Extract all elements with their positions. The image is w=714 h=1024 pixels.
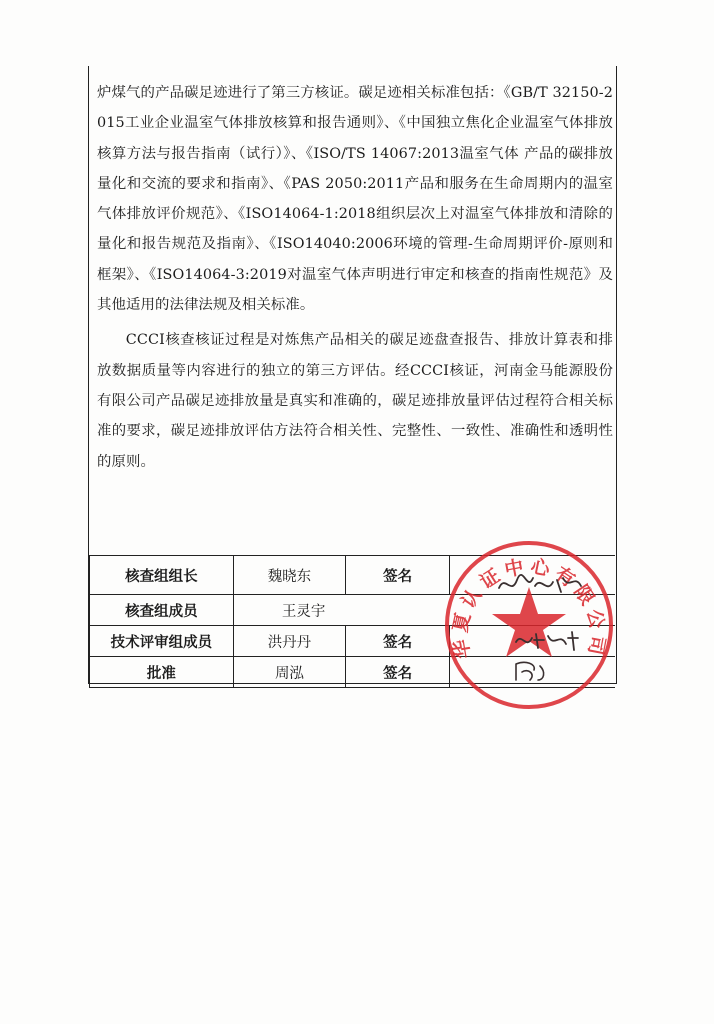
company-seal (441, 537, 617, 713)
role-cell: 批准 (90, 657, 234, 688)
paragraph-verification: CCCI核查核证过程是对炼焦产品相关的碳足迹盘查报告、排放计算表和排放数据质量等内容进行的独立的第三方评估。经CCCI核证，河南金马能源股份有限公司产品碳足迹排放量是真实和准确的，碳足迹排放量评估过程符合相关标准的要求，碳足迹排放评估方法符合相关性、完整性、一致性、准确性和透明性的原则。 (97, 332, 613, 470)
signature-scribble-2 (512, 628, 582, 654)
name-cell: 王灵宇 (233, 595, 615, 626)
signature-label: 签名 (346, 556, 450, 595)
signature-label: 签名 (346, 657, 450, 688)
signature-scribble-3 (510, 658, 550, 684)
body-text (97, 78, 613, 548)
role-cell: 核查组成员 (90, 595, 234, 626)
name-cell: 洪丹丹 (233, 626, 345, 657)
name-cell: 周泓 (233, 657, 345, 688)
svg-text:华夏认证中心有限公司: 华夏认证中心有限公司 (449, 555, 609, 662)
role-cell: 技术评审组成员 (90, 626, 234, 657)
role-cell: 核查组组长 (90, 556, 234, 595)
name-cell: 魏晓东 (233, 556, 345, 595)
signature-label: 签名 (346, 626, 450, 657)
paragraph-standards: 炉煤气的产品碳足迹进行了第三方核证。碳足迹相关标准包括：《GB/T 32150-2015工业企业温室气体排放核算和报告通则》、《中国独立焦化企业温室气体排放核算方法与报告指南（试行）》、《ISO/TS 14067:2013温室气体 产品的碳排放量化和交流的要求和指南》、《PAS 2050:2011产品和服务在生命周期内的温室气体排放评价规范》、《ISO14064-1:2018组织层次上对温室气体排放和清除的量化和报告规范及指南》、《ISO14040:2006环境的管理-生命周期评价-原则和框架》、《ISO14064-3:2019对温室气体声明进行审定和核查的指南性规范》及其他适用的法律法规及相关标准。 (97, 85, 613, 314)
signature-scribble-1 (495, 570, 585, 600)
